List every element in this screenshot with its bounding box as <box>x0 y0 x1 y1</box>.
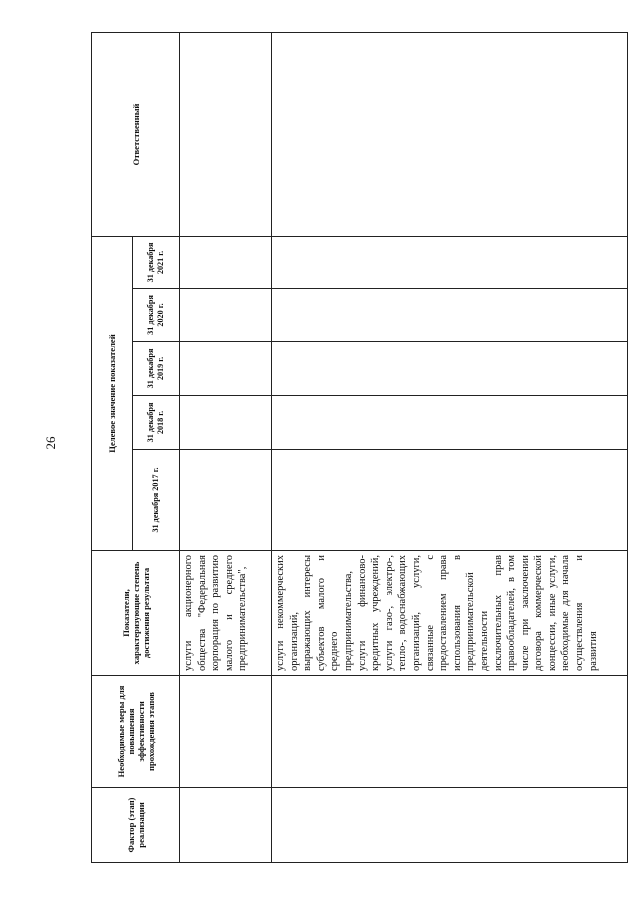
cell-value <box>180 450 272 551</box>
indicators-table <box>91 32 628 863</box>
cell-value <box>272 289 628 342</box>
table-row <box>180 33 272 863</box>
header-responsible: Ответственный <box>92 33 180 237</box>
cell-measures <box>272 676 628 788</box>
header-year: 31 декабря 2019 г. <box>133 342 180 396</box>
cell-value <box>272 237 628 289</box>
page-number: 26 <box>43 436 58 450</box>
cell-responsible <box>272 33 628 237</box>
cell-measures <box>180 676 272 788</box>
cell-value <box>180 342 272 396</box>
cell-factor <box>180 788 272 863</box>
cell-value <box>272 396 628 450</box>
header-factor: Фактор (этап) реализации <box>92 788 180 863</box>
header-target: Целевое значение показателей <box>92 237 133 551</box>
cell-indicator: услуги акционерного общества "Федеральная корпорация по развитию малого и среднего предпринимательства", <box>180 551 272 676</box>
header-indicators: Показатели, характеризующие степень достижения результата <box>92 551 180 676</box>
header-year: 31 декабря 2018 г. <box>133 396 180 450</box>
landscape-table-container <box>91 33 619 863</box>
cell-value <box>272 450 628 551</box>
cell-responsible <box>180 33 272 237</box>
header-year: 31 декабря 2021 г. <box>133 237 180 289</box>
header-row <box>92 33 133 863</box>
rotated-page <box>91 33 619 863</box>
cell-value <box>272 342 628 396</box>
cell-factor <box>272 788 628 863</box>
header-year: 31 декабря 2017 г. <box>133 450 180 551</box>
cell-value <box>180 237 272 289</box>
header-measures: Необходимые меры для повышения эффективности прохождения этапов <box>92 676 180 788</box>
table-row <box>272 33 628 863</box>
cell-value <box>180 396 272 450</box>
cell-indicator: услуги некоммерческих организаций, выражающих интересы субъектов малого и среднего предпринимательства, услуги финансово-кредитных учреждений, услуги газо-, электро-, тепло-, водоснабжающих организаций, услуги, связанные с предоставлением права использования в предпринимательской деятельности исключительных прав правообладателей, в том числе при заключении договора коммерческой концессии, иные услуги, необходимые для начала осуществления и развития <box>272 551 628 676</box>
header-year: 31 декабря 2020 г. <box>133 289 180 342</box>
cell-value <box>180 289 272 342</box>
